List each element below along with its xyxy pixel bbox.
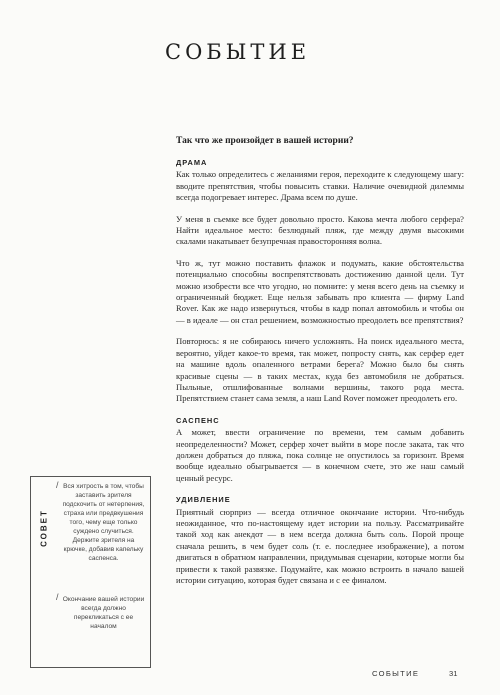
- drama-paragraph-3: Что ж, тут можно поставить флажок и подумать, какие обстоятельства потенциально способны воспрепятствовать достижению данной цели. Тут можно изобрести все что угодно, но помните: у меня всего день на съемку и ограниченный бюджет. Еще нельзя забывать про клиента — фирму Land Rover. Как же надо извернуться, чтобы в кадр попал автомобиль и чтобы он — в идеале — он стал решением, возможностью преодолеть все препятствия?: [176, 257, 464, 325]
- surprise-heading: УДИВЛЕНИЕ: [176, 495, 231, 505]
- page-number: 31: [449, 669, 458, 678]
- section-question: Так что же произойдет в вашей истории?: [176, 136, 354, 146]
- tip-sidebar: [30, 476, 151, 668]
- suspense-heading: САСПЕНС: [176, 415, 220, 425]
- suspense-paragraph: А может, ввести ограничение по времени, тем самым добавить неопределенности? Может, серфер хочет выйти в море после заката, так что должен добраться до пляжа, пока солнце не опустилось за горизонт. Время вообще идеально обыгрывается — в конечном счете, это же наш самый ценный ресурс.: [176, 427, 464, 483]
- surprise-paragraph: Приятный сюрприз — всегда отличное окончание истории. Что-нибудь неожиданное, что по-настоящему идет истории на пользу. Рассматривайте такой ход как анекдот — в нем всегда должна быть соль. Порой проще сначала решить, в чем будет соль (т. е. последнее изображение), а потом двигаться в обратном направлении, придумывая сценарии, которые могли бы привести к такой развязке. Подумайте, как можно встроить в начало вашей истории ситуацию, которая будет связана и с ее финалом.: [176, 506, 464, 585]
- drama-heading: ДРАМА: [176, 158, 208, 167]
- tip-slash-1: /: [56, 480, 59, 490]
- drama-paragraph-4: Повторюсь: я не собираюсь ничего усложнять. На поиск идеального места, вероятно, уйдет какое-то время, так может, попросту снять, как серфер едет на машине вдоль опаленного ветрами берега? Можно было бы снять красивые сцены — в таких местах, куда без автомобиля не добраться. Пыльные, отшлифованные волнами вершины, такого рода места. Препятствием станет сама земля, а наш Land Rover поможет преодолеть его.: [176, 336, 464, 404]
- drama-paragraph-1: Как только определитесь с желаниями героя, переходите к следующему шагу: вводите препятствия, чтобы повысить ставки. Наличие очевидной дилеммы всегда подогревает интерес. Драма всем по душе.: [176, 169, 464, 203]
- main-column: [176, 157, 464, 596]
- drama-paragraph-2: У меня в съемке все будет довольно просто. Какова мечта любого серфера? Найти идеальное место: безлюдный пляж, где между двумя высокими скалами накатывает безупречная правосторонняя волна.: [176, 213, 464, 247]
- tip-slash-2: /: [56, 592, 59, 602]
- tip-label: [34, 503, 54, 553]
- tip-1-text: Вся хитрость в том, чтобы заставить зрителя подскочить от нетерпения, страха или предвкушения того, чему еще только суждено случиться. Держите зрителя на крючке, добавив капельку саспенса.: [62, 483, 145, 562]
- tip-2: [61, 595, 146, 631]
- tip-label-text: СОВЕТ: [39, 509, 49, 547]
- chapter-title: СОБЫТИЕ: [165, 40, 311, 64]
- tip-1: [61, 482, 146, 563]
- footer-chapter-label: СОБЫТИЕ: [372, 669, 420, 678]
- tip-2-text: Окончание вашей истории всегда должно перекликаться с ее началом: [62, 596, 145, 630]
